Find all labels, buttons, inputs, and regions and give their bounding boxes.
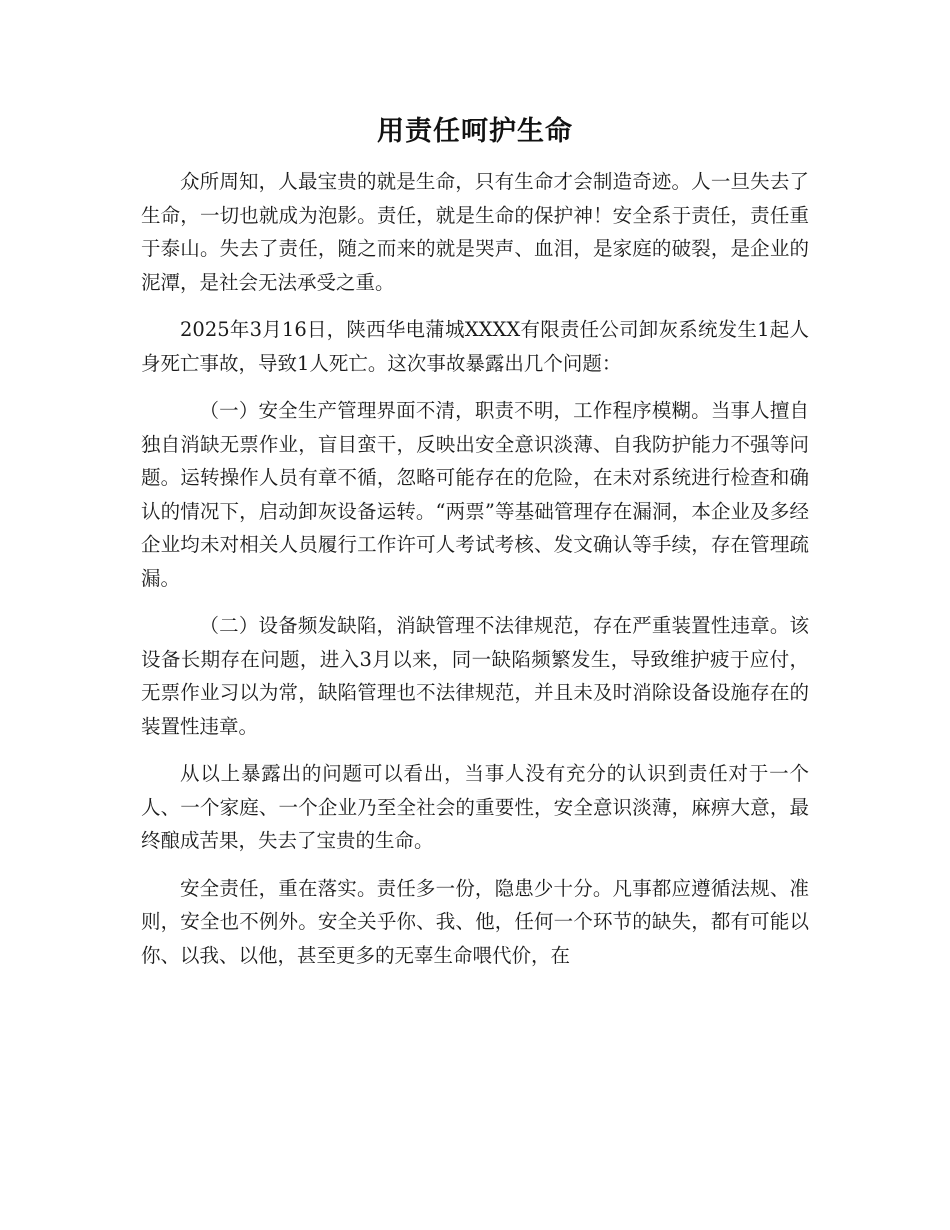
document-body (141, 165, 809, 986)
paragraph-intro: 众所周知，人最宝贵的就是生命，只有生命才会制造奇迹。人一旦失去了生命，一切也就成为泡影。责任，就是生命的保护神！安全系于责任，责任重于泰山。失去了责任，随之而来的就是哭声、血泪，是家庭的破裂，是企业的泥潭，是社会无法承受之重。 (141, 170, 809, 294)
paragraph-responsibility: 安全责任，重在落实。责任多一份，隐患少十分。凡事都应遵循法规、准则，安全也不例外。安全关乎你、我、他，任何一个环节的缺失，都有可能以你、以我、以他，甚至更多的无辜生命喂代价，在 (141, 876, 809, 967)
paragraph-issue-one: （一）安全生产管理界面不清，职责不明，工作程序模糊。当事人擅自独自消缺无票作业，盲目蛮干，反映出安全意识淡薄、自我防护能力不强等问题。运转操作人员有章不循，忽略可能存在的危险，在未对系统进行检查和确认的情况下，启动卸灰设备运转。“两票”等基础管理存在漏洞，本企业及多经企业均未对相关人员履行工作许可人考试考核、发文确认等手续，存在管理疏漏。 (141, 399, 809, 590)
paragraph-accident: 2025年3月16日，陕西华电蒲城XXXX有限责任公司卸灰系统发生1起人身死亡事故，导致1人死亡。这次事故暴露出几个问题： (141, 318, 809, 375)
paragraph-analysis: 从以上暴露出的问题可以看出，当事人没有充分的认识到责任对于一个人、一个家庭、一个企业乃至全社会的重要性，安全意识淡薄，麻痹大意，最终酿成苦果，失去了宝贵的生命。 (141, 762, 809, 852)
paragraph-issue-two: （二）设备频发缺陷，消缺管理不法律规范，存在严重装置性违章。该设备长期存在问题，进入3月以来，同一缺陷频繁发生，导致维护疲于应付，无票作业习以为常，缺陷管理也不法律规范，并且未及时消除设备设施存在的装置性违章。 (141, 614, 809, 738)
document-title: 用责任呵护生命 (377, 116, 573, 147)
